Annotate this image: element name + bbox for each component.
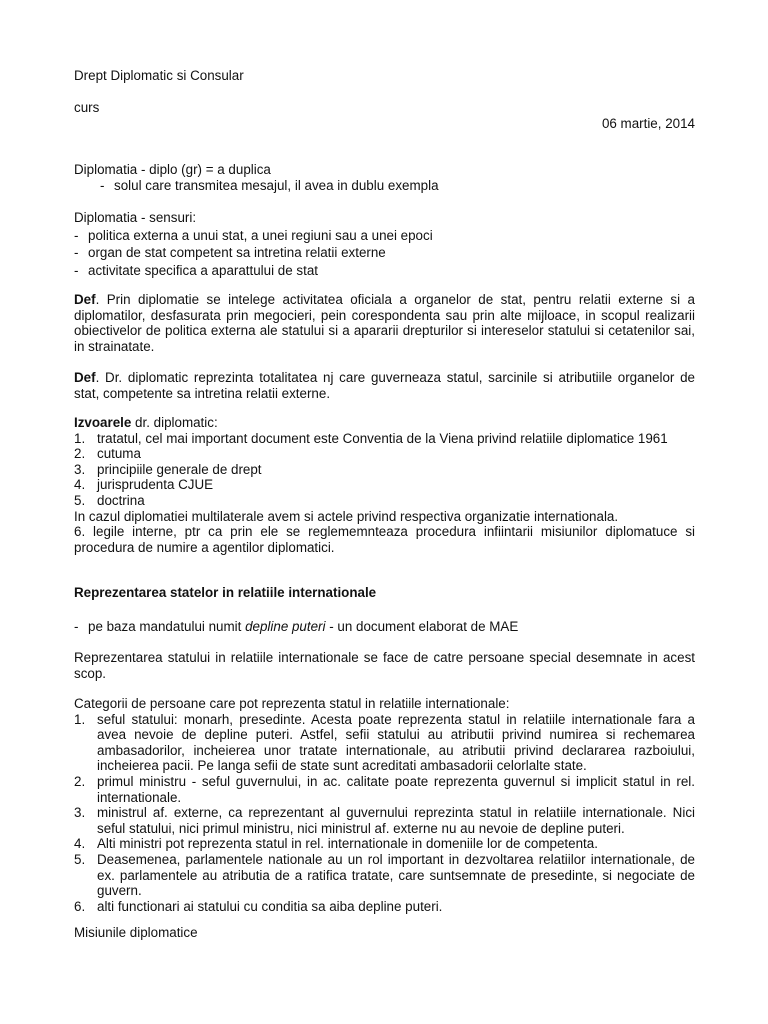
izvoare-section xyxy=(74,415,695,555)
list-item xyxy=(74,263,695,279)
list-item xyxy=(74,836,695,852)
list-item xyxy=(74,431,695,447)
sensuri-section xyxy=(74,210,695,278)
list-item-text: Deasemenea, parlamentele nationale au un rol important in dezvoltarea relatiilor internationale, de ex. parlamentele au atributia de a ratifica tratate, care suntsemnate de presedinte, si negociate de guvern. xyxy=(97,851,695,899)
diplomatia-line: Diplomatia - diplo (gr) = a duplica xyxy=(74,162,271,177)
list-item xyxy=(74,774,695,805)
list-item-text: alti functionari ai statului cu conditia sa aiba depline puteri. xyxy=(97,898,443,914)
list-item-text: tratatul, cel mai important document este Conventia de la Viena privind relatiile diplomatice 1961 xyxy=(97,430,668,446)
list-item-text: solul care transmitea mesajul, il avea in dublu exempla xyxy=(114,177,439,193)
bullet-emphasis: depline puteri xyxy=(245,619,326,634)
dash-bullet: - xyxy=(74,262,79,278)
list-number: 2. xyxy=(74,773,86,789)
list-item xyxy=(74,462,695,478)
izvoare-heading xyxy=(74,415,695,431)
list-number: 2. xyxy=(74,446,86,462)
list-item-text: ministrul af. externe, ca reprezentant al guvernului reprezinta statul in relatiile internationale. Nici seful statului, nici primul ministru, nici ministrul af. externe nu au nevoie de depline puteri. xyxy=(97,805,695,836)
reprezentarea-paragraph: Reprezentarea statului in relatiile internationale se face de catre persoane special desemnate in acest scop. xyxy=(74,650,695,681)
categorii-heading: Categorii de persoane care pot reprezenta statul in relatiile internationale: xyxy=(74,696,510,711)
document-subtitle: curs xyxy=(74,100,100,115)
list-item-text: primul ministru - seful guvernului, in ac. calitate poate reprezenta guvernul si implicit statul in rel. internationale. xyxy=(97,773,695,805)
list-number: 4. xyxy=(74,477,86,493)
list-item xyxy=(74,712,695,774)
def-text: . Dr. diplomatic reprezinta totalitatea nj care guverneaza statul, sarcinile si atributiile organelor de stat, competente sa intretina relatii externe. xyxy=(74,370,695,401)
dash-bullet: - xyxy=(74,227,79,243)
section-heading-text: Reprezentarea statelor in relatiile internationale xyxy=(74,585,377,600)
list-item-text: doctrina xyxy=(97,492,145,508)
izvoare-item-6: 6. legile interne, ptr ca prin ele se reglememnteaza procedura infiintarii misiunilor diplomatuce si procedura de numire a agentilor diplomatici. xyxy=(74,524,695,555)
list-item-text: organ de stat competent sa intretina relatii externe xyxy=(88,245,386,261)
document-title: Drept Diplomatic si Consular xyxy=(74,68,244,83)
list-item-text: politica externa a unui stat, a unei regiuni sau a unei epoci xyxy=(88,227,433,243)
izvoare-rest: dr. diplomatic: xyxy=(131,415,218,430)
bullet-pre: pe baza mandatului numit xyxy=(88,619,246,634)
definition-paragraph-2 xyxy=(74,370,695,401)
list-item-text: principiile generale de drept xyxy=(97,461,262,477)
list-number: 5. xyxy=(74,851,86,867)
def-label: Def xyxy=(74,292,96,307)
list-item-text: Alti ministri pot reprezenta statul in rel. internationale in domeniile lor de competenta. xyxy=(97,836,598,852)
dash-bullet: - xyxy=(100,177,105,193)
list-item-text: seful statului: monarh, presedinte. Acesta poate reprezenta statul in relatiile internationale fara a avea nevoie de depline puteri. Astfel, sefii statului au atributii privind numirea si rechemarea ambasadorilor, incheierea unor tratate internationale, au atributii privind declararea razboiului, incheierea pacii. Pe langa sefii de state sunt acreditati ambasadorii celorlalte state. xyxy=(97,711,695,774)
list-number: 1. xyxy=(74,430,86,446)
list-item xyxy=(74,852,695,899)
diplomatia-definition xyxy=(74,162,695,193)
dash-bullet: - xyxy=(74,619,79,634)
dash-bullet: - xyxy=(74,245,79,261)
list-item-text: activitate specifica a aparattului de stat xyxy=(88,262,319,278)
list-number: 3. xyxy=(74,805,86,821)
list-number: 1. xyxy=(74,711,86,727)
list-item xyxy=(74,805,695,836)
bullet-post: - un document elaborat de MAE xyxy=(325,619,519,634)
izvoare-label: Izvoarele xyxy=(74,415,132,430)
definition-paragraph-1 xyxy=(74,292,695,354)
list-number: 6. xyxy=(74,898,86,914)
sensuri-heading: Diplomatia - sensuri: xyxy=(74,210,197,225)
list-item xyxy=(74,899,695,915)
list-item xyxy=(74,493,695,509)
list-item xyxy=(74,619,695,635)
list-item-text xyxy=(88,619,518,635)
list-item xyxy=(100,178,695,194)
list-item xyxy=(74,228,695,244)
list-item-text: jurisprudenta CJUE xyxy=(97,477,214,493)
list-number: 3. xyxy=(74,461,86,477)
section-heading xyxy=(74,585,695,601)
document-date: 06 martie, 2014 xyxy=(601,116,695,131)
multilateral-note: In cazul diplomatiei multilaterale avem si actele privind respectiva organizatie internationala. xyxy=(74,508,619,524)
list-item-text: cutuma xyxy=(97,446,141,462)
misiunile-heading: Misiunile diplomatice xyxy=(74,925,198,940)
list-number: 4. xyxy=(74,836,86,852)
def-label: Def xyxy=(74,370,96,385)
list-item xyxy=(74,477,695,493)
list-item xyxy=(74,245,695,261)
list-number: 5. xyxy=(74,492,86,508)
categorii-section xyxy=(74,696,695,914)
list-item xyxy=(74,446,695,462)
def-text: . Prin diplomatie se intelege activitatea oficiala a organelor de stat, pentru relatii externe si a diplomatilor, desfasurata prin megocieri, pein corespondenta sau prin alte mijloace, in scopul realizarii obiectivelor de politica externa ale statului si a apararii drepturilor si intereselor statului si cetatenilor sai, in strainatate. xyxy=(74,292,695,354)
